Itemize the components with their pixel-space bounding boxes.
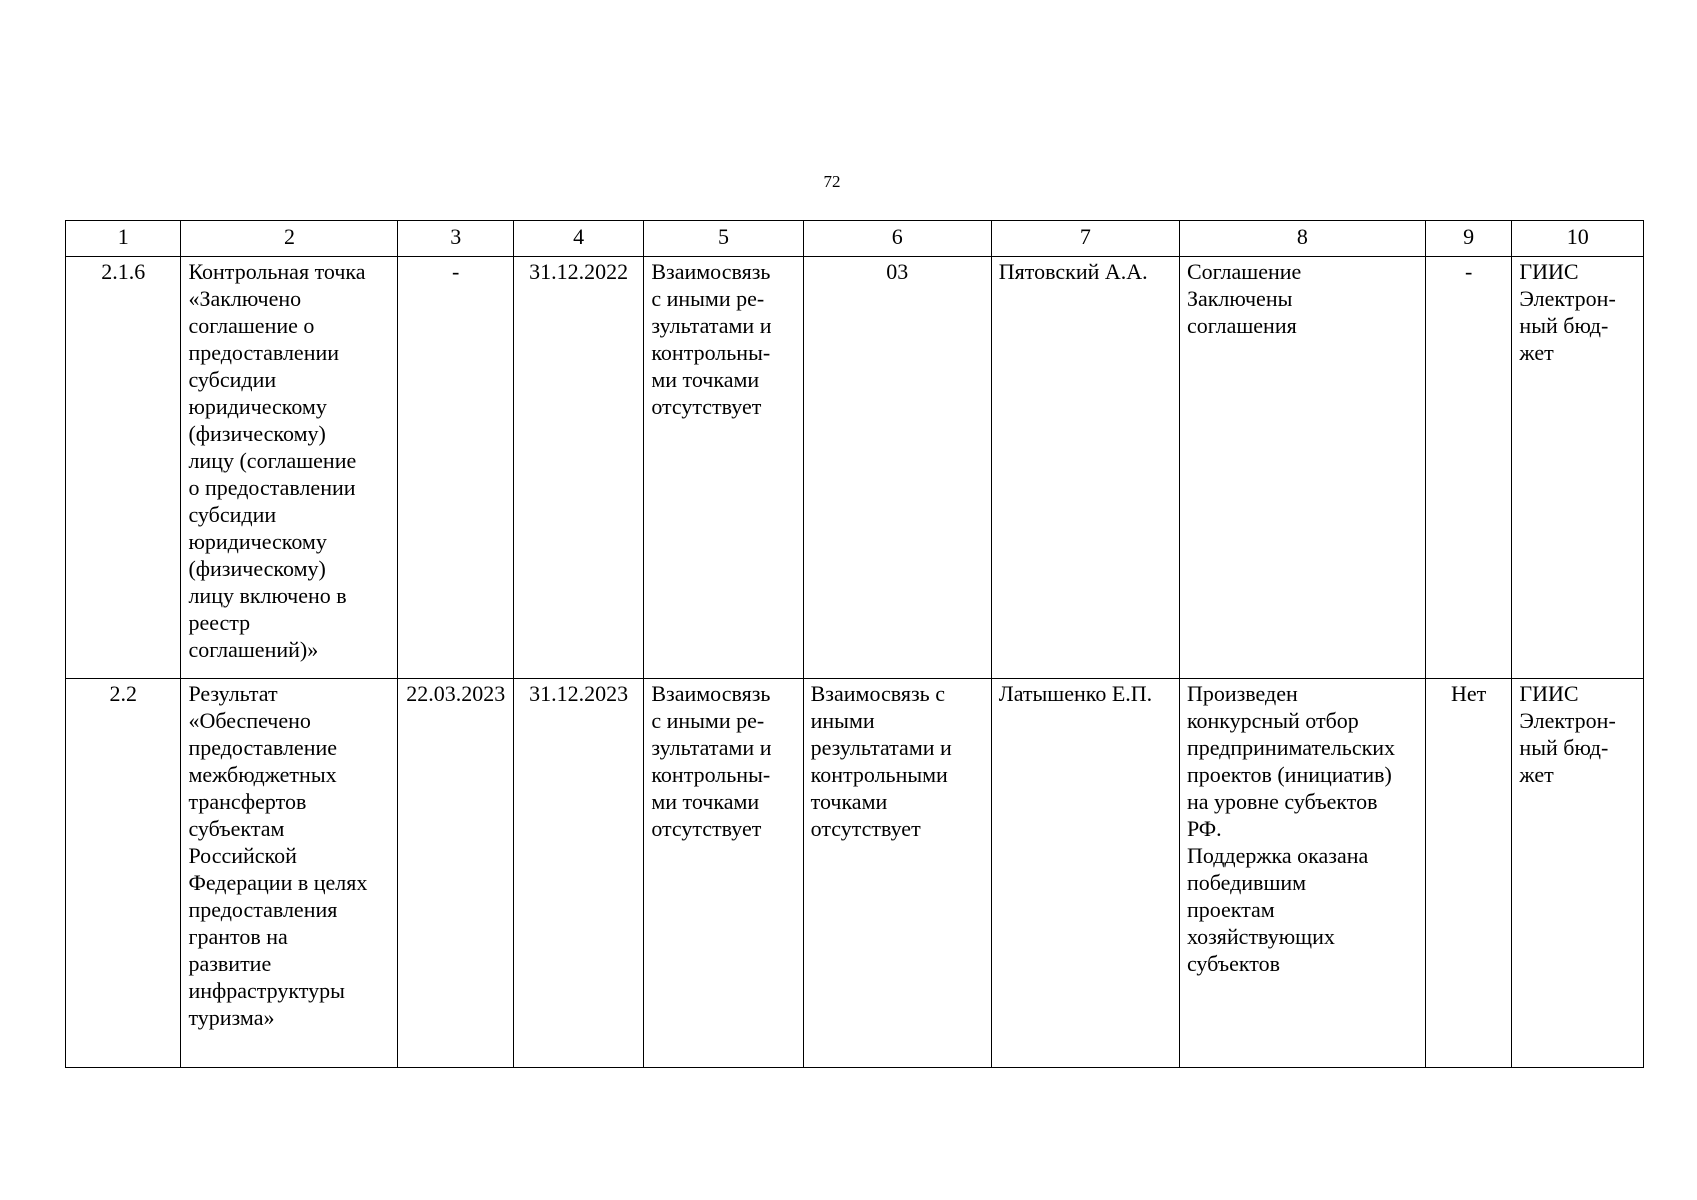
row-information-system: ГИИС Электрон- ный бюд- жет — [1512, 257, 1644, 679]
row-number: 2.1.6 — [66, 257, 181, 679]
header-cell-5: 5 — [644, 221, 803, 257]
row-relation: Взаимосвязь с иными ре- зультатами и контрольны- ми точками отсутствует — [644, 679, 803, 1068]
table-row — [66, 679, 1644, 1068]
header-cell-8: 8 — [1179, 221, 1425, 257]
row-column-6: Взаимосвязь с иными результатами и контрольными точками отсутствует — [803, 679, 991, 1068]
header-cell-7: 7 — [991, 221, 1179, 257]
row-information-system: ГИИС Электрон- ный бюд- жет — [1512, 679, 1644, 1068]
row-start-date: 22.03.2023 — [398, 679, 513, 1068]
table-header-row — [66, 221, 1644, 257]
row-name: Контрольная точка «Заключено соглашение о предоставлении субсидии юридическому (физическому) лицу (соглашение о предоставлении субсидии юридическому (физическому) лицу включено в реестр соглашений)» — [181, 257, 398, 679]
header-cell-4: 4 — [513, 221, 643, 257]
page-number: 72 — [823, 172, 841, 191]
header-cell-10: 10 — [1512, 221, 1644, 257]
row-number: 2.2 — [66, 679, 181, 1068]
row-relation: Взаимосвязь с иными ре- зультатами и контрольны- ми точками отсутствует — [644, 257, 803, 679]
header-cell-3: 3 — [398, 221, 513, 257]
row-column-9: Нет — [1425, 679, 1512, 1068]
row-column-9: - — [1425, 257, 1512, 679]
header-cell-1: 1 — [66, 221, 181, 257]
row-end-date: 31.12.2022 — [513, 257, 643, 679]
row-responsible: Пятовский А.А. — [991, 257, 1179, 679]
row-column-6: 03 — [803, 257, 991, 679]
table-row — [66, 257, 1644, 679]
row-start-date: - — [398, 257, 513, 679]
control-points-table — [65, 220, 1644, 1068]
header-cell-6: 6 — [803, 221, 991, 257]
row-document: Произведен конкурсный отбор предпринимательских проектов (инициатив) на уровне субъектов РФ. Поддержка оказана победившим проектам хозяйствующих субъектов — [1179, 679, 1425, 1068]
row-responsible: Латышенко Е.П. — [991, 679, 1179, 1068]
header-cell-9: 9 — [1425, 221, 1512, 257]
header-cell-2: 2 — [181, 221, 398, 257]
row-document: Соглашение Заключены соглашения — [1179, 257, 1425, 679]
row-name: Результат «Обеспечено предоставление межбюджетных трансфертов субъектам Российской Федерации в целях предоставления грантов на развитие инфраструктуры туризма» — [181, 679, 398, 1068]
row-end-date: 31.12.2023 — [513, 679, 643, 1068]
